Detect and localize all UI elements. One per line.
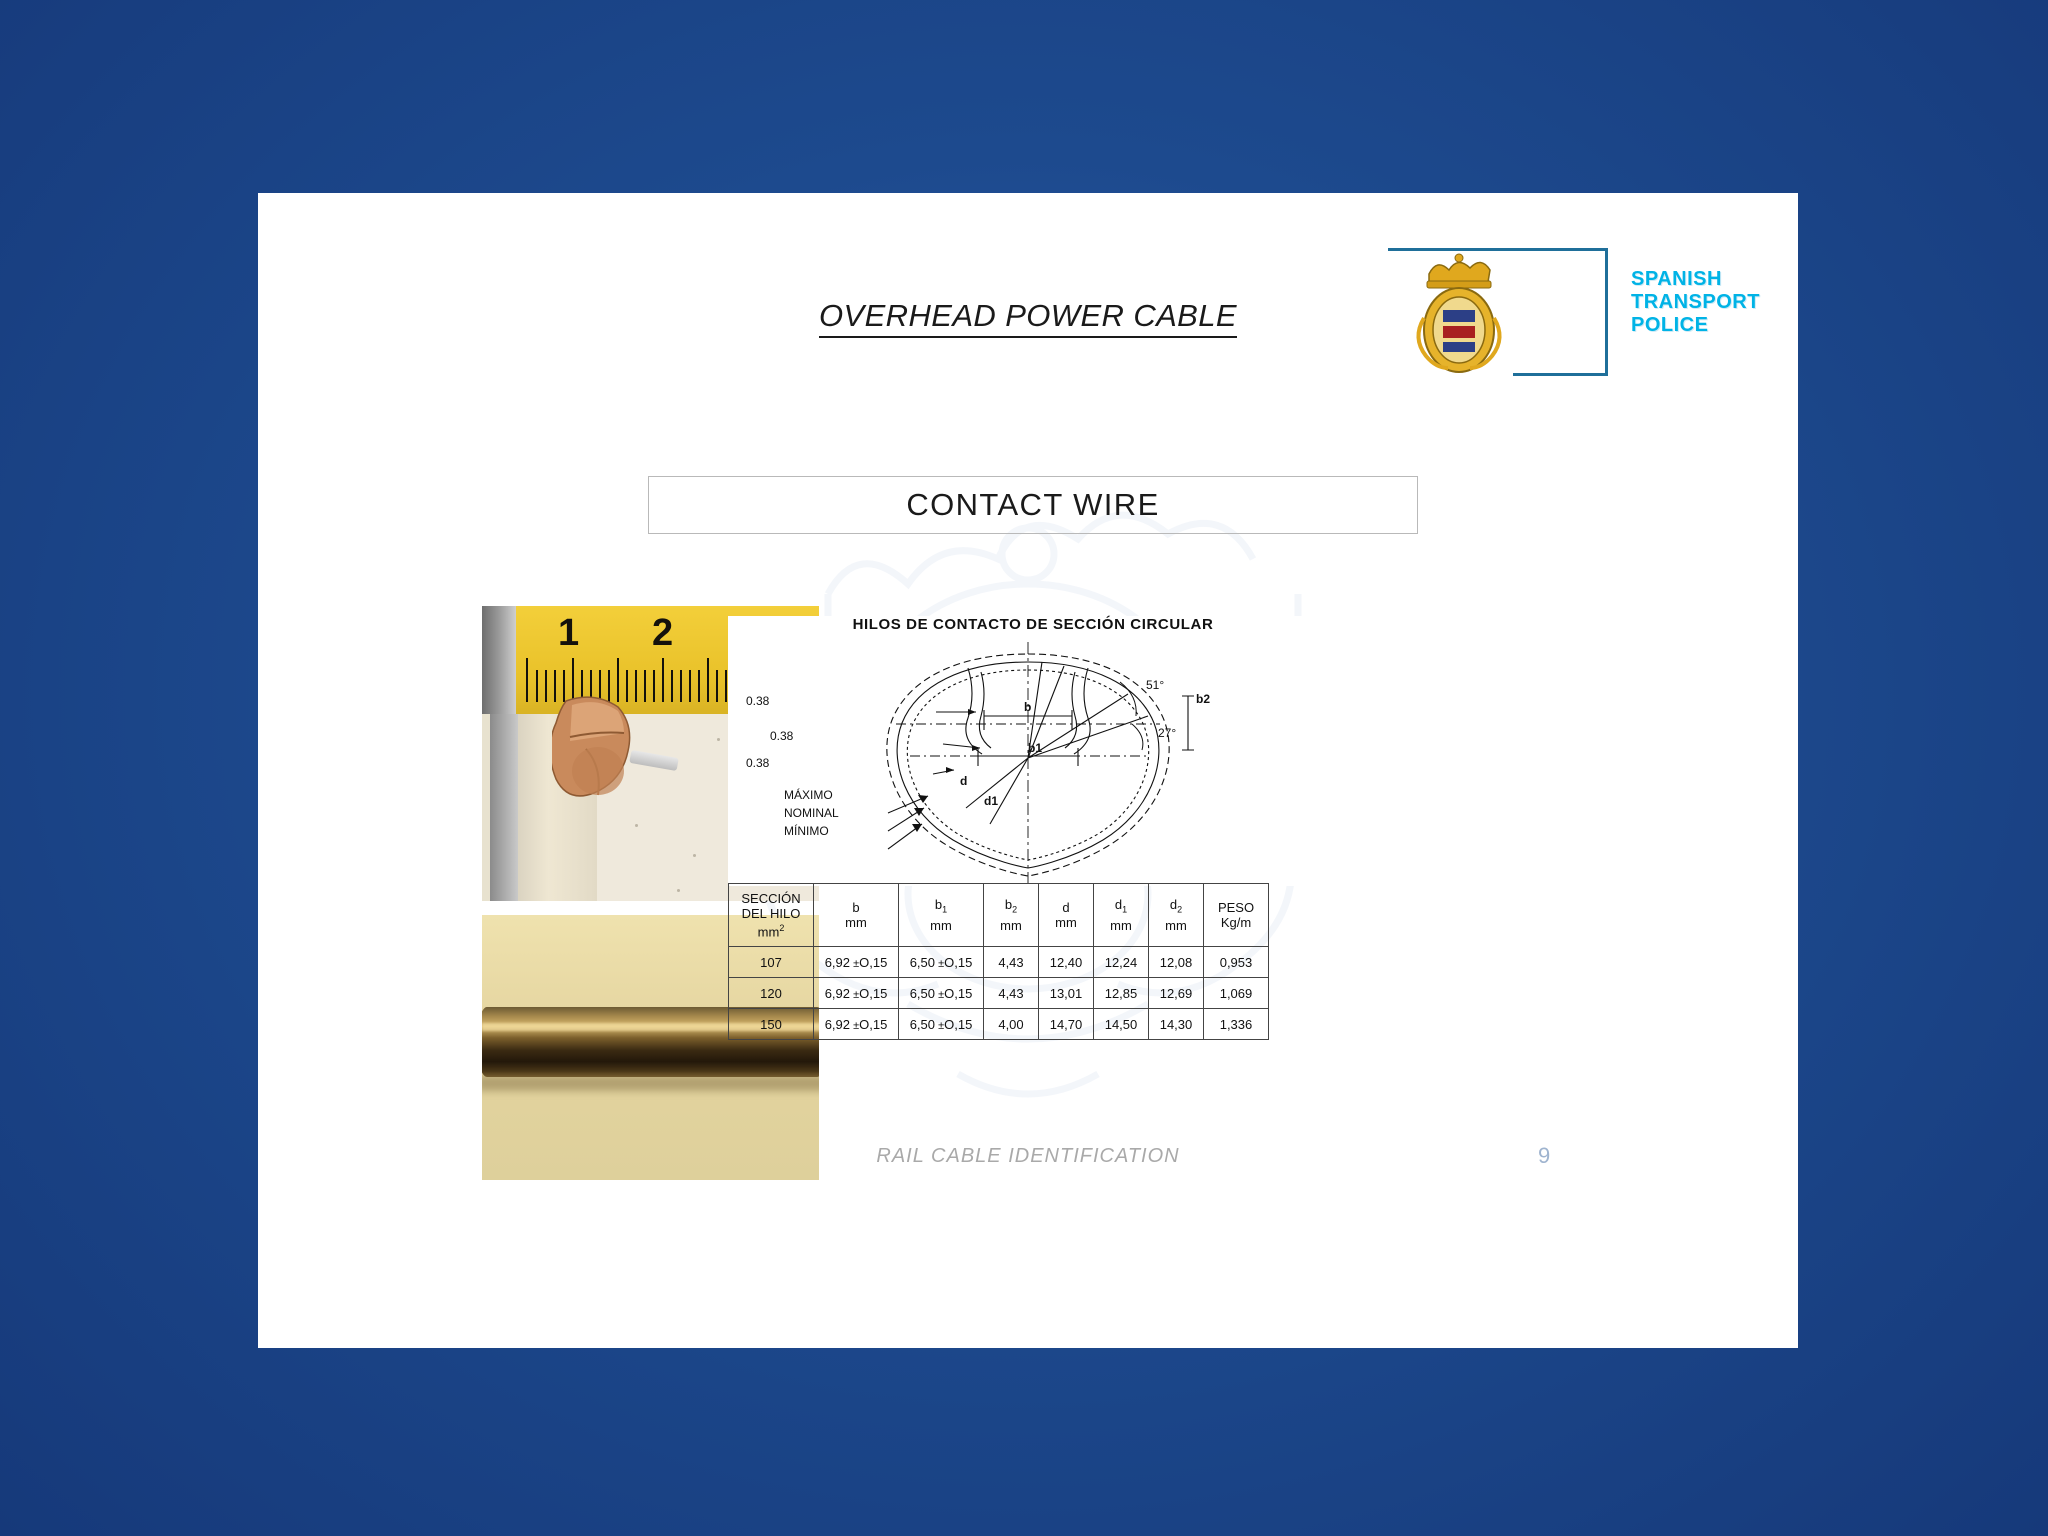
logo-divider-vertical [1605, 248, 1608, 376]
diagram-label-b: b [1024, 700, 1032, 714]
table-row [729, 947, 1269, 978]
cell-d2: 14,30 [1149, 1009, 1204, 1040]
cell-seccion: 107 [729, 947, 814, 978]
photo-metal-edge [490, 714, 518, 901]
diagram-label-tol1: 0.38 [746, 694, 770, 708]
diagram-label-tol3: 0.38 [746, 756, 770, 770]
ruler-mark-1: 1 [558, 612, 580, 654]
cell-b: 6,92 ±O,15 [814, 1009, 899, 1040]
cell-d2: 12,69 [1149, 978, 1204, 1009]
cell-b1: 6,50 ±O,15 [899, 947, 984, 978]
spanish-national-police-crest-icon [1403, 248, 1513, 378]
cell-d: 14,70 [1039, 1009, 1094, 1040]
table-header-peso: PESO Kg/m [1204, 884, 1269, 947]
table-row [729, 1009, 1269, 1040]
subtitle-box [648, 476, 1418, 534]
cell-b: 6,92 ±O,15 [814, 978, 899, 1009]
ruler-mark-2: 2 [652, 612, 674, 654]
diagram-drawing [728, 638, 1338, 888]
logo-text-line1: SPANISH [1631, 268, 1722, 290]
logo-text-line3: POLICE [1631, 314, 1709, 336]
table-row [729, 978, 1269, 1009]
diagram-title: HILOS DE CONTACTO DE SECCIÓN CIRCULAR [852, 616, 1214, 633]
diagram-label-angle2: 27° [1158, 726, 1177, 740]
tape-measure-metal-end [482, 606, 516, 714]
slide-canvas [258, 193, 1798, 1348]
table-header-d1: $d_1$ mm [1094, 884, 1149, 947]
contact-wire-spec-table [728, 883, 1269, 1040]
table-header-d: d mm [1039, 884, 1094, 947]
cell-d1: 12,85 [1094, 978, 1149, 1009]
cell-peso: 1,069 [1204, 978, 1269, 1009]
copper-wire-cross-section [552, 691, 642, 799]
table-header-b1: $b_1$ mm [899, 884, 984, 947]
table-header-seccion: SECCIÓN DEL HILO $mm^2$ [729, 884, 814, 947]
cell-b: 6,92 ±O,15 [814, 947, 899, 978]
cell-seccion: 120 [729, 978, 814, 1009]
diagram-label-nominal: NOMINAL [784, 806, 839, 820]
slide-title-text: OVERHEAD POWER CABLE [819, 298, 1237, 338]
technical-diagram-circular-contact-wire [728, 616, 1338, 886]
cell-d1: 14,50 [1094, 1009, 1149, 1040]
cell-peso: 0,953 [1204, 947, 1269, 978]
diagram-label-d: d [960, 774, 968, 788]
subtitle-text: CONTACT WIRE [906, 487, 1160, 522]
table-header-d2: $d_2$ mm [1149, 884, 1204, 947]
cell-d: 12,40 [1039, 947, 1094, 978]
cell-d2: 12,08 [1149, 947, 1204, 978]
table-header-b: b mm [814, 884, 899, 947]
cell-seccion: 150 [729, 1009, 814, 1040]
diagram-label-d1: d1 [984, 794, 999, 808]
cell-b1: 6,50 ±O,15 [899, 1009, 984, 1040]
organization-logo-block [1383, 238, 1760, 373]
cell-b1: 6,50 ±O,15 [899, 978, 984, 1009]
diagram-label-tol2: 0.38 [770, 729, 794, 743]
logo-text-line2: TRANSPORT [1631, 291, 1760, 313]
logo-divider-bottom [1513, 373, 1608, 376]
diagram-label-b2: b2 [1196, 692, 1211, 706]
table-header-b2: $b_2$ mm [984, 884, 1039, 947]
diagram-label-b1: b1 [1028, 741, 1043, 755]
slide-footer: RAIL CABLE IDENTIFICATION [876, 1145, 1180, 1167]
cell-d1: 12,24 [1094, 947, 1149, 978]
contact-wire-shadow [482, 1075, 819, 1091]
cell-d: 13,01 [1039, 978, 1094, 1009]
diagram-label-angle1: 51° [1146, 678, 1165, 692]
cell-peso: 1,336 [1204, 1009, 1269, 1040]
diagram-label-maximo: MÁXIMO [784, 788, 833, 802]
cell-b2: 4,00 [984, 1009, 1039, 1040]
page-number: 9 [1538, 1143, 1551, 1168]
cell-b2: 4,43 [984, 978, 1039, 1009]
logo-text [1631, 268, 1760, 337]
cell-b2: 4,43 [984, 947, 1039, 978]
diagram-label-minimo: MÍNIMO [784, 824, 829, 838]
table-header-row [729, 884, 1269, 947]
